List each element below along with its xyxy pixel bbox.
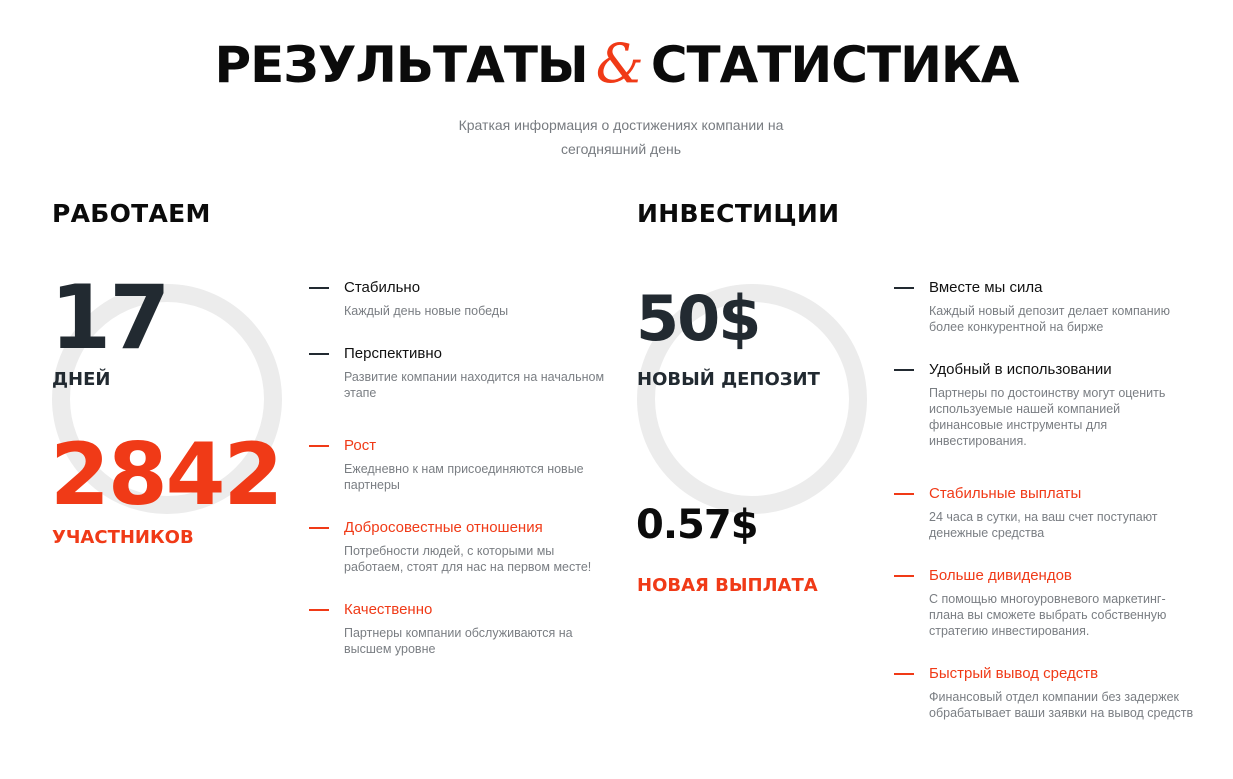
- stat-payout-value: 0.57$: [636, 502, 758, 548]
- dash-marker: [309, 609, 329, 611]
- feature-desc: Потребности людей, с которыми мы работаем, стоят для нас на первом месте!: [344, 544, 592, 574]
- dash-marker: [894, 575, 914, 577]
- dash-marker: [309, 353, 329, 355]
- feature-desc: Партнеры компании обслуживаются на высшем уровне: [344, 626, 573, 656]
- page-subtitle: Краткая информация о достижениях компании на сегодняшний день: [458, 117, 784, 157]
- feature-desc: Партнеры по достоинству могут оценить используемые нашей компанией финансовые инструменты для инвестирования.: [929, 386, 1166, 448]
- section-heading-left: [52, 192, 238, 232]
- feature-title: Стабильные выплаты: [929, 485, 1082, 502]
- feature-title: Добросовестные отношения: [344, 519, 543, 536]
- section-heading-right-text: ИНВЕСТИЦИИ: [637, 199, 840, 228]
- stat-days-label: ДНЕЙ: [52, 369, 111, 390]
- dash-marker: [309, 287, 329, 289]
- feature-desc: Ежедневно к нам присоединяются новые партнеры: [344, 462, 584, 492]
- section-heading-left-text: РАБОТАЕМ: [52, 199, 211, 228]
- feature-title: Быстрый вывод средств: [929, 665, 1099, 682]
- feature-desc: Каждый новый депозит делает компанию более конкурентной на бирже: [929, 304, 1170, 334]
- dash-marker: [894, 673, 914, 675]
- dash-marker: [894, 369, 914, 371]
- ampersand: &: [595, 32, 643, 95]
- stat-participants-value: 2842: [50, 425, 282, 525]
- feature-desc: Развитие компании находится на начальном этапе: [344, 370, 605, 400]
- stat-deposit-value: 50$: [636, 282, 760, 355]
- feature-title: Качественно: [344, 601, 433, 618]
- dash-marker: [309, 445, 329, 447]
- feature-desc: Финансовый отдел компании без задержек обрабатывает ваши заявки на вывод средств: [929, 690, 1194, 720]
- feature-desc: 24 часа в сутки, на ваш счет поступают денежные средства: [929, 510, 1158, 540]
- dash-marker: [309, 527, 329, 529]
- stat-deposit-label: НОВЫЙ ДЕПОЗИТ: [637, 369, 820, 390]
- feature-title: Рост: [344, 437, 377, 454]
- feature-title: Перспективно: [344, 345, 443, 362]
- dash-marker: [894, 493, 914, 495]
- feature-desc: Каждый день новые победы: [344, 304, 509, 318]
- stat-days-value: 17: [50, 266, 169, 369]
- section-heading-right: [637, 192, 870, 232]
- title-right: СТАТИСТИКА: [650, 36, 1019, 94]
- title-left: РЕЗУЛЬТАТЫ: [214, 36, 588, 94]
- stat-participants-label: УЧАСТНИКОВ: [52, 527, 194, 548]
- feature-title: Больше дивидендов: [929, 567, 1072, 584]
- dash-marker: [894, 287, 914, 289]
- stat-payout-label: НОВАЯ ВЫПЛАТА: [637, 575, 818, 596]
- feature-desc: С помощью многоуровневого маркетинг-плана вы сможете выбрать собственную стратегию инвестирования.: [929, 592, 1167, 638]
- page-title: [0, 34, 1233, 95]
- feature-title: Удобный в использовании: [929, 361, 1112, 378]
- feature-title: Стабильно: [344, 279, 421, 296]
- feature-title: Вместе мы сила: [929, 279, 1043, 296]
